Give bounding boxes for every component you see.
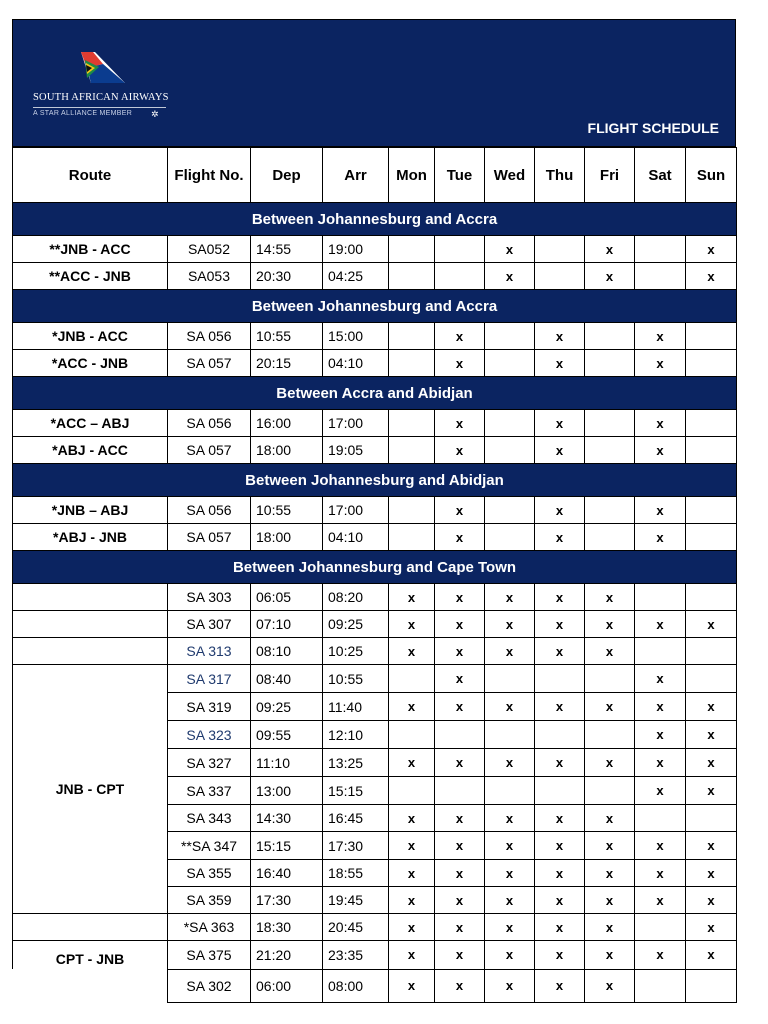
day-cell: x [485, 236, 535, 263]
dep-cell: 20:15 [251, 350, 323, 377]
day-cell: x [535, 410, 585, 437]
day-cell [485, 350, 535, 377]
day-cell [389, 777, 435, 805]
day-cell: x [535, 693, 585, 721]
arr-cell: 11:40 [323, 693, 389, 721]
day-cell: x [485, 887, 535, 914]
col-sat: Sat [635, 148, 686, 203]
dep-cell: 06:00 [251, 969, 323, 1002]
dep-cell: 21:20 [251, 941, 323, 970]
flight-cell: SA 056 [168, 497, 251, 524]
dep-cell: 15:15 [251, 832, 323, 860]
day-cell: x [635, 887, 686, 914]
day-cell: x [389, 941, 435, 970]
day-cell: x [535, 914, 585, 941]
day-cell [485, 437, 535, 464]
day-cell: x [585, 941, 635, 970]
flight-cell: SA 343 [168, 805, 251, 832]
dep-cell: 10:55 [251, 323, 323, 350]
day-cell: x [635, 693, 686, 721]
flight-cell: SA 056 [168, 323, 251, 350]
arr-cell: 19:00 [323, 236, 389, 263]
route-cell: *ABJ - ACC [13, 437, 168, 464]
arr-cell: 08:00 [323, 969, 389, 1002]
table-row [13, 497, 737, 524]
day-cell: x [485, 941, 535, 970]
table-row [13, 584, 737, 611]
dep-cell: 13:00 [251, 777, 323, 805]
dep-cell: 16:40 [251, 860, 323, 887]
day-cell: x [585, 236, 635, 263]
day-cell: x [585, 749, 635, 777]
day-cell: x [485, 611, 535, 638]
day-cell [635, 584, 686, 611]
route-cell [13, 611, 168, 638]
flight-cell: SA 317 [168, 665, 251, 693]
dep-cell: 14:55 [251, 236, 323, 263]
section-header-row [13, 377, 737, 410]
day-cell [535, 665, 585, 693]
day-cell [585, 721, 635, 749]
day-cell [585, 437, 635, 464]
dep-cell: 17:30 [251, 887, 323, 914]
dep-cell: 09:55 [251, 721, 323, 749]
flight-cell: SA 056 [168, 410, 251, 437]
day-cell [585, 323, 635, 350]
day-cell: x [585, 611, 635, 638]
dep-cell: 11:10 [251, 749, 323, 777]
day-cell [389, 350, 435, 377]
col-thu: Thu [535, 148, 585, 203]
day-cell: x [435, 887, 485, 914]
day-cell [485, 323, 535, 350]
table-row [13, 665, 737, 693]
flight-cell: SA 057 [168, 437, 251, 464]
day-cell: x [535, 832, 585, 860]
arr-cell: 15:00 [323, 323, 389, 350]
flight-cell: SA 355 [168, 860, 251, 887]
day-cell: x [435, 969, 485, 1002]
day-cell: x [435, 860, 485, 887]
day-cell [435, 777, 485, 805]
day-cell [535, 263, 585, 290]
flight-cell: SA 313 [168, 638, 251, 665]
day-cell [686, 805, 737, 832]
day-cell: x [435, 805, 485, 832]
day-cell: x [635, 524, 686, 551]
table-row [13, 611, 737, 638]
day-cell [389, 236, 435, 263]
day-cell [686, 584, 737, 611]
day-cell: x [585, 263, 635, 290]
day-cell [585, 497, 635, 524]
day-cell [686, 437, 737, 464]
col-arr: Arr [323, 148, 389, 203]
arr-cell: 08:20 [323, 584, 389, 611]
arr-cell: 16:45 [323, 805, 389, 832]
day-cell: x [686, 777, 737, 805]
day-cell: x [635, 410, 686, 437]
route-cell [13, 638, 168, 665]
day-cell [389, 721, 435, 749]
day-cell: x [686, 721, 737, 749]
schedule-table [12, 147, 737, 1003]
arr-cell: 10:55 [323, 665, 389, 693]
arr-cell: 19:45 [323, 887, 389, 914]
flight-cell: SA 323 [168, 721, 251, 749]
day-cell: x [435, 497, 485, 524]
day-cell: x [535, 611, 585, 638]
dep-cell: 14:30 [251, 805, 323, 832]
tail-flag-icon [73, 50, 129, 86]
page-title: FLIGHT SCHEDULE [587, 120, 719, 136]
col-flight: Flight No. [168, 148, 251, 203]
table-row [13, 410, 737, 437]
dep-cell: 20:30 [251, 263, 323, 290]
day-cell: x [686, 611, 737, 638]
arr-cell: 04:10 [323, 524, 389, 551]
route-cell: *ACC – ABJ [13, 410, 168, 437]
day-cell [686, 638, 737, 665]
dep-cell: 18:30 [251, 914, 323, 941]
route-cell: *ABJ - JNB [13, 524, 168, 551]
table-row [13, 941, 737, 970]
day-cell [485, 665, 535, 693]
flight-cell: SA052 [168, 236, 251, 263]
arr-cell: 10:25 [323, 638, 389, 665]
col-dep: Dep [251, 148, 323, 203]
day-cell: x [535, 323, 585, 350]
day-cell: x [585, 805, 635, 832]
day-cell: x [635, 860, 686, 887]
day-cell [435, 263, 485, 290]
day-cell: x [535, 638, 585, 665]
table-row [13, 263, 737, 290]
day-cell [686, 665, 737, 693]
day-cell: x [635, 721, 686, 749]
schedule-header [12, 19, 736, 147]
dep-cell: 18:00 [251, 524, 323, 551]
arr-cell: 17:00 [323, 410, 389, 437]
schedule-sheet [12, 19, 736, 1003]
day-cell: x [485, 638, 535, 665]
dep-cell: 07:10 [251, 611, 323, 638]
day-cell: x [585, 638, 635, 665]
day-cell: x [435, 437, 485, 464]
col-sun: Sun [686, 148, 737, 203]
day-cell [635, 236, 686, 263]
day-cell [635, 263, 686, 290]
col-wed: Wed [485, 148, 535, 203]
day-cell: x [435, 524, 485, 551]
day-cell: x [389, 749, 435, 777]
day-cell: x [686, 236, 737, 263]
arr-cell: 04:10 [323, 350, 389, 377]
table-row [13, 236, 737, 263]
day-cell [686, 497, 737, 524]
day-cell: x [389, 887, 435, 914]
day-cell: x [635, 611, 686, 638]
day-cell: x [686, 860, 737, 887]
col-mon: Mon [389, 148, 435, 203]
flight-cell: **SA 347 [168, 832, 251, 860]
day-cell [485, 777, 535, 805]
schedule-body [13, 203, 737, 1003]
day-cell: x [435, 693, 485, 721]
day-cell: x [535, 437, 585, 464]
section-header-row [13, 464, 737, 497]
day-cell: x [485, 263, 535, 290]
flight-cell: SA 307 [168, 611, 251, 638]
day-cell [686, 323, 737, 350]
day-cell: x [535, 805, 585, 832]
day-cell [686, 410, 737, 437]
day-cell [389, 263, 435, 290]
route-cell: CPT - JNB [13, 941, 168, 970]
day-cell [435, 236, 485, 263]
col-fri: Fri [585, 148, 635, 203]
day-cell [585, 350, 635, 377]
day-cell: x [686, 941, 737, 970]
day-cell: x [585, 969, 635, 1002]
day-cell: x [485, 749, 535, 777]
flight-cell: SA 375 [168, 941, 251, 970]
arr-cell: 17:00 [323, 497, 389, 524]
dep-cell: 08:10 [251, 638, 323, 665]
route-cell: *ACC - JNB [13, 350, 168, 377]
day-cell: x [635, 350, 686, 377]
day-cell: x [686, 749, 737, 777]
flight-cell: SA053 [168, 263, 251, 290]
day-cell [686, 524, 737, 551]
flight-cell: SA 057 [168, 350, 251, 377]
section-title: Between Johannesburg and Accra [13, 203, 737, 236]
day-cell [535, 777, 585, 805]
day-cell: x [635, 832, 686, 860]
day-cell: x [435, 350, 485, 377]
dep-cell: 10:55 [251, 497, 323, 524]
day-cell: x [435, 749, 485, 777]
table-row [13, 638, 737, 665]
day-cell [585, 410, 635, 437]
day-cell [485, 410, 535, 437]
day-cell [535, 236, 585, 263]
day-cell: x [535, 497, 585, 524]
day-cell [686, 350, 737, 377]
flight-cell: SA 337 [168, 777, 251, 805]
dep-cell: 09:25 [251, 693, 323, 721]
section-header-row [13, 551, 737, 584]
day-cell: x [686, 887, 737, 914]
airline-logo [33, 50, 173, 142]
day-cell: x [435, 665, 485, 693]
day-cell: x [686, 693, 737, 721]
day-cell: x [435, 914, 485, 941]
day-cell: x [485, 584, 535, 611]
day-cell [535, 721, 585, 749]
day-cell: x [635, 749, 686, 777]
table-row [13, 914, 737, 941]
day-cell: x [389, 611, 435, 638]
dep-cell: 06:05 [251, 584, 323, 611]
day-cell: x [585, 887, 635, 914]
day-cell [686, 969, 737, 1002]
section-title: Between Johannesburg and Accra [13, 290, 737, 323]
day-cell [435, 721, 485, 749]
day-cell: x [435, 584, 485, 611]
arr-cell: 17:30 [323, 832, 389, 860]
route-cell-empty [13, 969, 168, 1002]
day-cell [635, 638, 686, 665]
day-cell: x [389, 969, 435, 1002]
table-row [13, 323, 737, 350]
day-cell: x [389, 832, 435, 860]
day-cell [635, 914, 686, 941]
column-header-row [13, 148, 737, 203]
day-cell: x [435, 832, 485, 860]
flight-cell: SA 302 [168, 969, 251, 1002]
day-cell [585, 777, 635, 805]
arr-cell: 12:10 [323, 721, 389, 749]
logo-divider [33, 107, 166, 108]
day-cell: x [535, 524, 585, 551]
route-cell: JNB - CPT [13, 665, 168, 914]
route-cell [13, 914, 168, 941]
day-cell: x [535, 969, 585, 1002]
section-title: Between Accra and Abidjan [13, 377, 737, 410]
day-cell [485, 524, 535, 551]
day-cell [485, 721, 535, 749]
route-cell: **JNB - ACC [13, 236, 168, 263]
day-cell: x [389, 584, 435, 611]
airline-name: SOUTH AFRICAN AIRWAYS [33, 92, 169, 103]
col-route: Route [13, 148, 168, 203]
arr-cell: 20:45 [323, 914, 389, 941]
day-cell [485, 497, 535, 524]
day-cell: x [389, 805, 435, 832]
dep-cell: 18:00 [251, 437, 323, 464]
day-cell [585, 524, 635, 551]
route-cell: *JNB - ACC [13, 323, 168, 350]
section-header-row [13, 290, 737, 323]
day-cell: x [535, 584, 585, 611]
day-cell [635, 805, 686, 832]
day-cell [389, 524, 435, 551]
day-cell: x [535, 860, 585, 887]
arr-cell: 09:25 [323, 611, 389, 638]
flight-cell: *SA 363 [168, 914, 251, 941]
day-cell: x [389, 638, 435, 665]
table-row [13, 437, 737, 464]
day-cell: x [389, 860, 435, 887]
day-cell [389, 497, 435, 524]
day-cell: x [435, 638, 485, 665]
arr-cell: 15:15 [323, 777, 389, 805]
day-cell: x [535, 941, 585, 970]
dep-cell: 16:00 [251, 410, 323, 437]
arr-cell: 13:25 [323, 749, 389, 777]
day-cell: x [435, 611, 485, 638]
day-cell: x [485, 860, 535, 887]
day-cell: x [535, 887, 585, 914]
day-cell: x [686, 263, 737, 290]
day-cell: x [585, 914, 635, 941]
day-cell [389, 665, 435, 693]
star-alliance-icon: ✲ [151, 109, 159, 119]
day-cell: x [435, 410, 485, 437]
flight-cell: SA 319 [168, 693, 251, 721]
day-cell [389, 410, 435, 437]
table-row [13, 524, 737, 551]
day-cell: x [686, 832, 737, 860]
day-cell: x [435, 323, 485, 350]
day-cell: x [635, 777, 686, 805]
day-cell: x [585, 860, 635, 887]
day-cell [585, 665, 635, 693]
day-cell [389, 323, 435, 350]
route-cell [13, 584, 168, 611]
day-cell: x [485, 914, 535, 941]
flight-cell: SA 359 [168, 887, 251, 914]
day-cell: x [585, 832, 635, 860]
alliance-text: A STAR ALLIANCE MEMBER [33, 110, 133, 117]
section-title: Between Johannesburg and Abidjan [13, 464, 737, 497]
day-cell: x [635, 497, 686, 524]
day-cell: x [485, 969, 535, 1002]
day-cell: x [389, 693, 435, 721]
route-cell: **ACC - JNB [13, 263, 168, 290]
arr-cell: 23:35 [323, 941, 389, 970]
day-cell: x [389, 914, 435, 941]
flight-cell: SA 303 [168, 584, 251, 611]
day-cell [635, 969, 686, 1002]
day-cell: x [635, 437, 686, 464]
section-title: Between Johannesburg and Cape Town [13, 551, 737, 584]
day-cell: x [635, 941, 686, 970]
arr-cell: 04:25 [323, 263, 389, 290]
day-cell: x [485, 832, 535, 860]
day-cell: x [485, 805, 535, 832]
day-cell: x [435, 941, 485, 970]
table-row [13, 350, 737, 377]
day-cell: x [535, 749, 585, 777]
day-cell: x [635, 323, 686, 350]
day-cell: x [585, 693, 635, 721]
flight-cell: SA 057 [168, 524, 251, 551]
day-cell: x [485, 693, 535, 721]
day-cell: x [686, 914, 737, 941]
flight-cell: SA 327 [168, 749, 251, 777]
day-cell: x [635, 665, 686, 693]
table-row [13, 969, 737, 1002]
day-cell [389, 437, 435, 464]
arr-cell: 19:05 [323, 437, 389, 464]
route-cell: *JNB – ABJ [13, 497, 168, 524]
section-header-row [13, 203, 737, 236]
col-tue: Tue [435, 148, 485, 203]
arr-cell: 18:55 [323, 860, 389, 887]
dep-cell: 08:40 [251, 665, 323, 693]
day-cell: x [585, 584, 635, 611]
day-cell: x [535, 350, 585, 377]
